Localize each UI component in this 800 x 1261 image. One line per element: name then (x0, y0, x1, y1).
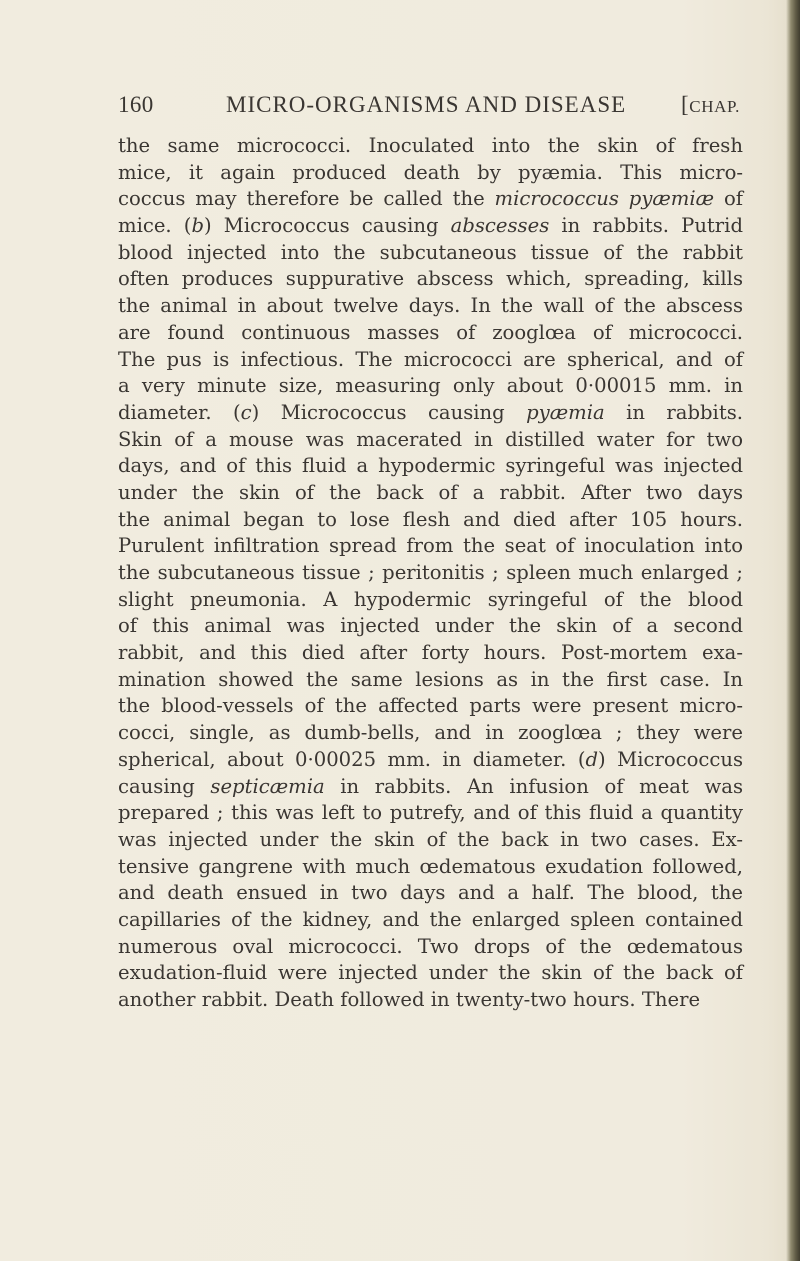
text-line (118, 667, 743, 694)
text-line (118, 453, 743, 480)
text-segment: diameter. ( (118, 400, 241, 424)
text-segment: of (714, 187, 743, 211)
text-line (118, 507, 743, 534)
text-segment: of this animal was injected under the skin of a second (118, 614, 743, 638)
text-line (118, 774, 743, 801)
chapter-bracket: [ (681, 92, 690, 117)
text-segment: often produces suppurative abscess which, spreading, kills (118, 267, 743, 291)
text-segment: and death ensued in two days and a half. The blood, the (118, 881, 743, 905)
text-line (118, 347, 743, 374)
italic-text: pyæmia (526, 400, 605, 424)
text-line (118, 987, 743, 1014)
text-segment: mice, it again produced death by pyæmia. This micro- (118, 160, 743, 184)
text-segment: Skin of a mouse was macerated in distilled water for two (118, 427, 743, 451)
page-number: 160 (118, 92, 154, 117)
text-segment: The pus is infectious. The micrococci are spherical, and of (118, 347, 743, 371)
text-segment: ) Micrococcus causing (251, 400, 527, 424)
text-line (118, 427, 743, 454)
chapter-label (681, 92, 740, 118)
text-line (118, 560, 743, 587)
text-line (118, 133, 743, 160)
body-text (118, 133, 743, 1014)
text-segment: the animal in about twelve days. In the wall of the abscess (118, 294, 743, 318)
text-line (118, 533, 743, 560)
text-line (118, 747, 743, 774)
italic-text: abscesses (450, 214, 550, 238)
text-line (118, 960, 743, 987)
text-segment: numerous oval micrococci. Two drops of the œdematous (118, 934, 743, 958)
text-line (118, 693, 743, 720)
text-line (118, 907, 743, 934)
text-segment: was injected under the skin of the back in two cases. Ex- (118, 827, 743, 851)
text-segment: are found continuous masses of zooglœa of micrococci. (118, 320, 743, 344)
text-segment: the animal began to lose flesh and died after 105 hours. (118, 507, 743, 531)
text-segment: another rabbit. Death followed in twenty-two hours. There (118, 988, 701, 1011)
text-segment: under the skin of the back of a rabbit. After two days (118, 480, 743, 504)
text-line (118, 934, 743, 961)
text-segment: exudation-fluid were injected under the skin of the back of (118, 961, 743, 985)
text-segment: coccus may therefore be called the (118, 187, 495, 211)
text-line (118, 827, 743, 854)
italic-text: septicæmia (210, 774, 325, 798)
text-line (118, 854, 743, 881)
running-title: MICRO-ORGANISMS AND DISEASE (226, 92, 627, 117)
text-line (118, 160, 743, 187)
text-line (118, 266, 743, 293)
text-segment: blood injected into the subcutaneous tissue of the rabbit (118, 240, 743, 264)
chapter-abbrev: CHAP. (689, 97, 740, 116)
text-line (118, 480, 743, 507)
page-edge-shadow (786, 0, 800, 1261)
text-segment: the same micrococci. Inoculated into the skin of fresh (118, 134, 743, 157)
text-line (118, 240, 743, 267)
text-line (118, 186, 743, 213)
text-line (118, 640, 743, 667)
text-segment: mination showed the same lesions as in the first case. In (118, 667, 743, 691)
text-segment: cocci, single, as dumb-bells, and in zooglœa ; they were (118, 721, 743, 745)
italic-text: c (240, 400, 252, 424)
text-line (118, 587, 743, 614)
text-segment: causing (118, 774, 211, 798)
text-segment: mice. ( (118, 214, 192, 238)
text-line (118, 800, 743, 827)
text-line (118, 293, 743, 320)
italic-text: micrococcus pyæmiæ (494, 187, 715, 211)
text-line (118, 613, 743, 640)
text-segment: the blood-vessels of the affected parts were present micro- (118, 694, 743, 718)
text-segment: capillaries of the kidney, and the enlarged spleen contained (118, 907, 743, 931)
text-segment: days, and of this fluid a hypodermic syringeful was injected (118, 454, 743, 478)
text-segment: ) Micrococcus causing (203, 214, 451, 238)
text-segment: Purulent infiltration spread from the seat of inoculation into (118, 534, 743, 558)
text-line (118, 400, 743, 427)
italic-text: b (191, 214, 204, 238)
text-line (118, 373, 743, 400)
italic-text: d (585, 747, 599, 771)
text-line (118, 880, 743, 907)
text-segment: in rabbits. (604, 400, 743, 424)
text-segment: spherical, about 0·00025 mm. in diameter. ( (118, 747, 586, 771)
text-segment: the subcutaneous tissue ; peritonitis ; spleen much enlarged ; (118, 561, 743, 584)
text-line (118, 720, 743, 747)
running-header (118, 92, 740, 122)
text-line (118, 320, 743, 347)
text-line (118, 213, 743, 240)
text-segment: prepared ; this was left to putrefy, and of this fluid a quantity (118, 801, 743, 825)
text-segment: in rabbits. An infusion of meat was (324, 774, 743, 798)
text-segment: a very minute size, measuring only about 0·00015 mm. in (118, 374, 743, 398)
text-segment: slight pneumonia. A hypodermic syringeful of the blood (118, 587, 743, 611)
text-segment: ) Micrococcus (598, 747, 744, 771)
text-segment: tensive gangrene with much œdematous exudation followed, (118, 854, 743, 878)
text-segment: in rabbits. Putrid (549, 214, 743, 238)
text-segment: rabbit, and this died after forty hours. Post-mortem exa- (118, 641, 743, 665)
